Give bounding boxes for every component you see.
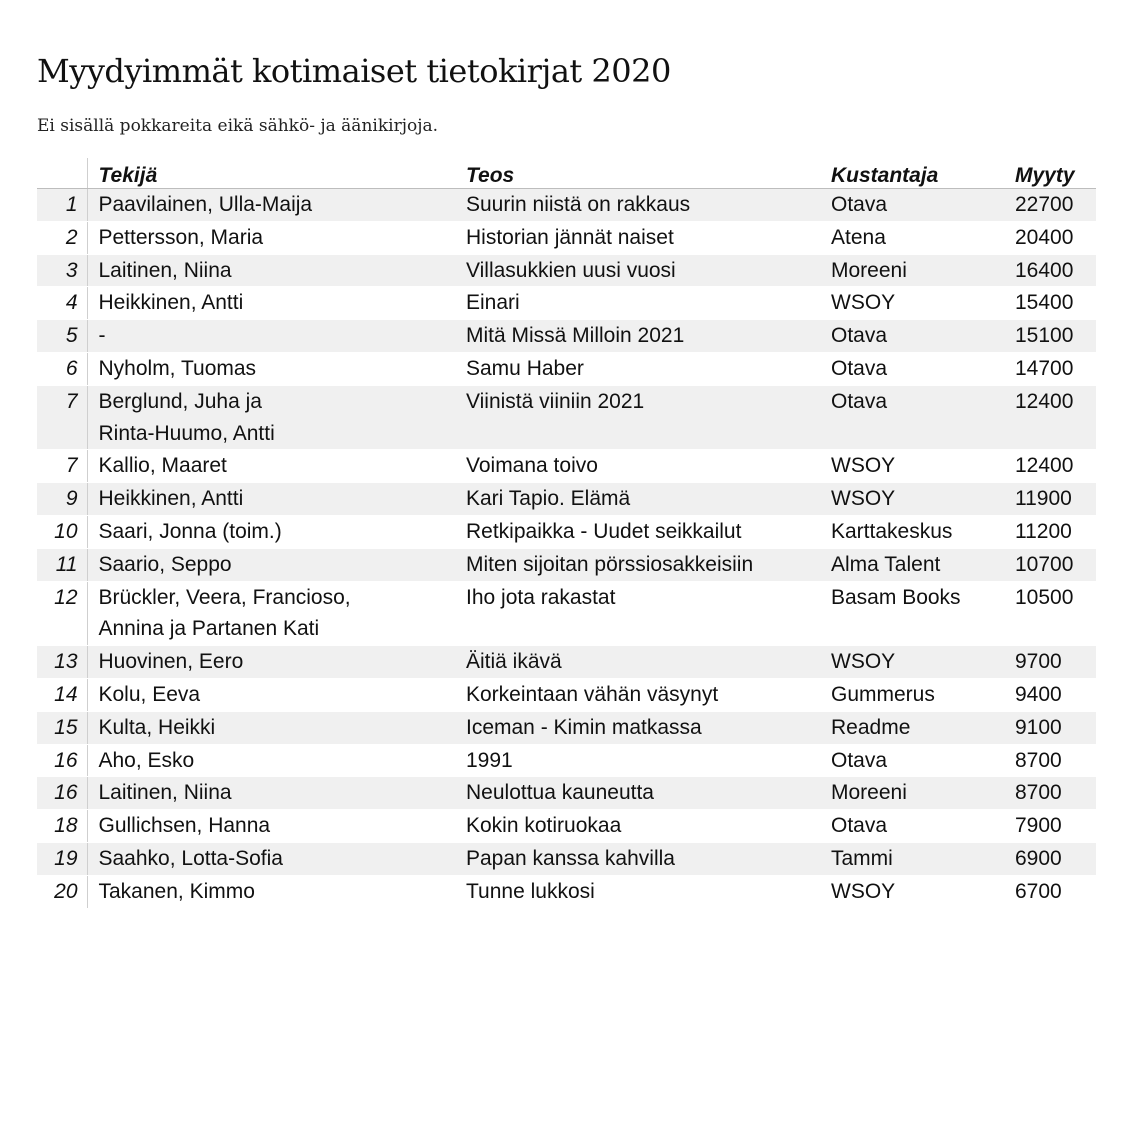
author-cell bbox=[87, 515, 455, 548]
author-line: Laitinen, Niina bbox=[98, 781, 232, 805]
author-cell bbox=[87, 254, 455, 287]
author-cell bbox=[87, 221, 455, 254]
publisher-cell: Otava bbox=[820, 744, 1004, 777]
page-title: Myydyimmät kotimaiset tietokirjat 2020 bbox=[37, 52, 671, 90]
title-cell: Suurin niistä on rakkaus bbox=[455, 189, 820, 222]
author-cell bbox=[87, 646, 455, 679]
table-row bbox=[37, 744, 1096, 777]
publisher-cell: WSOY bbox=[820, 646, 1004, 679]
table-row bbox=[37, 842, 1096, 875]
publisher-cell: Atena bbox=[820, 221, 1004, 254]
title-cell: Äitiä ikävä bbox=[455, 646, 820, 679]
rank-cell: 10 bbox=[37, 515, 87, 548]
rank-cell: 6 bbox=[37, 352, 87, 385]
table-row bbox=[37, 875, 1096, 908]
title-cell: Kari Tapio. Elämä bbox=[455, 483, 820, 516]
author-line: Heikkinen, Antti bbox=[98, 487, 244, 511]
table-row bbox=[37, 581, 1096, 646]
sold-cell: 16400 bbox=[1004, 254, 1096, 287]
rank-cell: 7 bbox=[37, 450, 87, 483]
table-row bbox=[37, 450, 1096, 483]
sold-cell: 6900 bbox=[1004, 842, 1096, 875]
author-cell bbox=[87, 450, 455, 483]
bestseller-table bbox=[37, 158, 1096, 909]
table-row bbox=[37, 483, 1096, 516]
title-cell: Villasukkien uusi vuosi bbox=[455, 254, 820, 287]
author-line: Aho, Esko bbox=[98, 748, 195, 772]
publisher-cell: WSOY bbox=[820, 287, 1004, 320]
title-cell: Viinistä viiniin 2021 bbox=[455, 385, 820, 450]
author-line: Kulta, Heikki bbox=[98, 715, 216, 739]
publisher-cell: Otava bbox=[820, 189, 1004, 222]
table-header-row bbox=[37, 158, 1096, 189]
author-line: Saari, Jonna (toim.) bbox=[98, 519, 282, 543]
author-line: Berglund, Juha ja bbox=[98, 389, 262, 413]
author-cell bbox=[87, 189, 455, 222]
author-line: Paavilainen, Ulla-Maija bbox=[98, 193, 313, 216]
title-cell: Voimana toivo bbox=[455, 450, 820, 483]
rank-cell: 14 bbox=[37, 678, 87, 711]
author-cell bbox=[87, 320, 455, 353]
publisher-cell: Moreeni bbox=[820, 254, 1004, 287]
author-line: Gullichsen, Hanna bbox=[98, 814, 271, 838]
table-row bbox=[37, 678, 1096, 711]
author-line: Nyholm, Tuomas bbox=[98, 356, 257, 380]
title-cell: Mitä Missä Milloin 2021 bbox=[455, 320, 820, 353]
title-cell: Samu Haber bbox=[455, 352, 820, 385]
table-row bbox=[37, 254, 1096, 287]
publisher-cell: Alma Talent bbox=[820, 548, 1004, 581]
sold-cell: 15400 bbox=[1004, 287, 1096, 320]
rank-cell: 15 bbox=[37, 711, 87, 744]
rank-cell: 3 bbox=[37, 254, 87, 287]
table-body bbox=[37, 189, 1096, 909]
rank-cell: 16 bbox=[37, 777, 87, 810]
publisher-cell: WSOY bbox=[820, 450, 1004, 483]
sold-cell: 7900 bbox=[1004, 810, 1096, 843]
publisher-cell: Tammi bbox=[820, 842, 1004, 875]
sold-cell: 15100 bbox=[1004, 320, 1096, 353]
author-line: Kolu, Eeva bbox=[98, 682, 201, 706]
rank-cell: 13 bbox=[37, 646, 87, 679]
publisher-cell: Otava bbox=[820, 352, 1004, 385]
title-cell: Tunne lukkosi bbox=[455, 875, 820, 908]
sold-cell: 12400 bbox=[1004, 385, 1096, 450]
rank-cell: 12 bbox=[37, 581, 87, 646]
header-rank bbox=[37, 158, 87, 189]
sold-cell: 9700 bbox=[1004, 646, 1096, 679]
sold-cell: 11900 bbox=[1004, 483, 1096, 516]
sold-cell: 9100 bbox=[1004, 711, 1096, 744]
author-cell bbox=[87, 548, 455, 581]
table-row bbox=[37, 352, 1096, 385]
title-cell: Papan kanssa kahvilla bbox=[455, 842, 820, 875]
author-cell bbox=[87, 777, 455, 810]
author-cell bbox=[87, 875, 455, 908]
rank-cell: 7 bbox=[37, 385, 87, 450]
sold-cell: 11200 bbox=[1004, 515, 1096, 548]
table-row bbox=[37, 711, 1096, 744]
rank-cell: 4 bbox=[37, 287, 87, 320]
author-line: Rinta-Huumo, Antti bbox=[98, 421, 275, 445]
table-row bbox=[37, 385, 1096, 450]
title-cell: Kokin kotiruokaa bbox=[455, 810, 820, 843]
sold-cell: 8700 bbox=[1004, 744, 1096, 777]
author-line: Laitinen, Niina bbox=[98, 258, 232, 282]
title-cell: 1991 bbox=[455, 744, 820, 777]
author-line: Brückler, Veera, Francioso, bbox=[98, 585, 351, 609]
title-cell: Iho jota rakastat bbox=[455, 581, 820, 646]
author-line: Saario, Seppo bbox=[98, 552, 232, 576]
rank-cell: 16 bbox=[37, 744, 87, 777]
rank-cell: 20 bbox=[37, 875, 87, 908]
page-subtitle: Ei sisällä pokkareita eikä sähkö- ja äänikirjoja. bbox=[37, 116, 439, 136]
author-cell bbox=[87, 678, 455, 711]
rank-cell: 2 bbox=[37, 221, 87, 254]
table-row bbox=[37, 189, 1096, 222]
author-cell bbox=[87, 385, 455, 450]
rank-cell: 18 bbox=[37, 810, 87, 843]
sold-cell: 22700 bbox=[1004, 189, 1096, 222]
rank-cell: 19 bbox=[37, 842, 87, 875]
author-cell bbox=[87, 483, 455, 516]
author-cell bbox=[87, 352, 455, 385]
sold-cell: 8700 bbox=[1004, 777, 1096, 810]
publisher-cell: WSOY bbox=[820, 875, 1004, 908]
publisher-cell: Gummerus bbox=[820, 678, 1004, 711]
header-publisher: Kustantaja bbox=[820, 158, 1004, 189]
header-title: Teos bbox=[455, 158, 820, 189]
publisher-cell: Basam Books bbox=[820, 581, 1004, 646]
author-cell bbox=[87, 842, 455, 875]
sold-cell: 10700 bbox=[1004, 548, 1096, 581]
author-cell bbox=[87, 810, 455, 843]
sold-cell: 6700 bbox=[1004, 875, 1096, 908]
publisher-cell: Karttakeskus bbox=[820, 515, 1004, 548]
publisher-cell: Otava bbox=[820, 385, 1004, 450]
publisher-cell: Moreeni bbox=[820, 777, 1004, 810]
table-row bbox=[37, 287, 1096, 320]
sold-cell: 12400 bbox=[1004, 450, 1096, 483]
title-cell: Einari bbox=[455, 287, 820, 320]
rank-cell: 9 bbox=[37, 483, 87, 516]
header-sold: Myyty bbox=[1004, 158, 1096, 189]
sold-cell: 14700 bbox=[1004, 352, 1096, 385]
author-cell bbox=[87, 744, 455, 777]
header-author: Tekijä bbox=[87, 158, 455, 189]
title-cell: Korkeintaan vähän väsynyt bbox=[455, 678, 820, 711]
rank-cell: 11 bbox=[37, 548, 87, 581]
author-line: Huovinen, Eero bbox=[98, 650, 244, 674]
table-row bbox=[37, 320, 1096, 353]
author-line: Kallio, Maaret bbox=[98, 454, 227, 478]
title-cell: Historian jännät naiset bbox=[455, 221, 820, 254]
title-cell: Iceman - Kimin matkassa bbox=[455, 711, 820, 744]
author-cell bbox=[87, 711, 455, 744]
table-row bbox=[37, 221, 1096, 254]
publisher-cell: Otava bbox=[820, 810, 1004, 843]
sold-cell: 10500 bbox=[1004, 581, 1096, 646]
table-row bbox=[37, 646, 1096, 679]
table-row bbox=[37, 548, 1096, 581]
author-line: Saahko, Lotta-Sofia bbox=[98, 846, 283, 870]
rank-cell: 5 bbox=[37, 320, 87, 353]
title-cell: Retkipaikka - Uudet seikkailut bbox=[455, 515, 820, 548]
sold-cell: 9400 bbox=[1004, 678, 1096, 711]
sold-cell: 20400 bbox=[1004, 221, 1096, 254]
author-line: Heikkinen, Antti bbox=[98, 291, 244, 315]
author-cell bbox=[87, 581, 455, 646]
title-cell: Neulottua kauneutta bbox=[455, 777, 820, 810]
author-line: Pettersson, Maria bbox=[98, 225, 264, 249]
author-line: Takanen, Kimmo bbox=[98, 879, 255, 903]
publisher-cell: WSOY bbox=[820, 483, 1004, 516]
author-cell bbox=[87, 287, 455, 320]
author-line: Annina ja Partanen Kati bbox=[98, 617, 320, 641]
table-row bbox=[37, 810, 1096, 843]
table-row bbox=[37, 777, 1096, 810]
author-line: - bbox=[98, 324, 106, 348]
publisher-cell: Otava bbox=[820, 320, 1004, 353]
table-row bbox=[37, 515, 1096, 548]
title-cell: Miten sijoitan pörssiosakkeisiin bbox=[455, 548, 820, 581]
rank-cell: 1 bbox=[37, 189, 87, 222]
publisher-cell: Readme bbox=[820, 711, 1004, 744]
